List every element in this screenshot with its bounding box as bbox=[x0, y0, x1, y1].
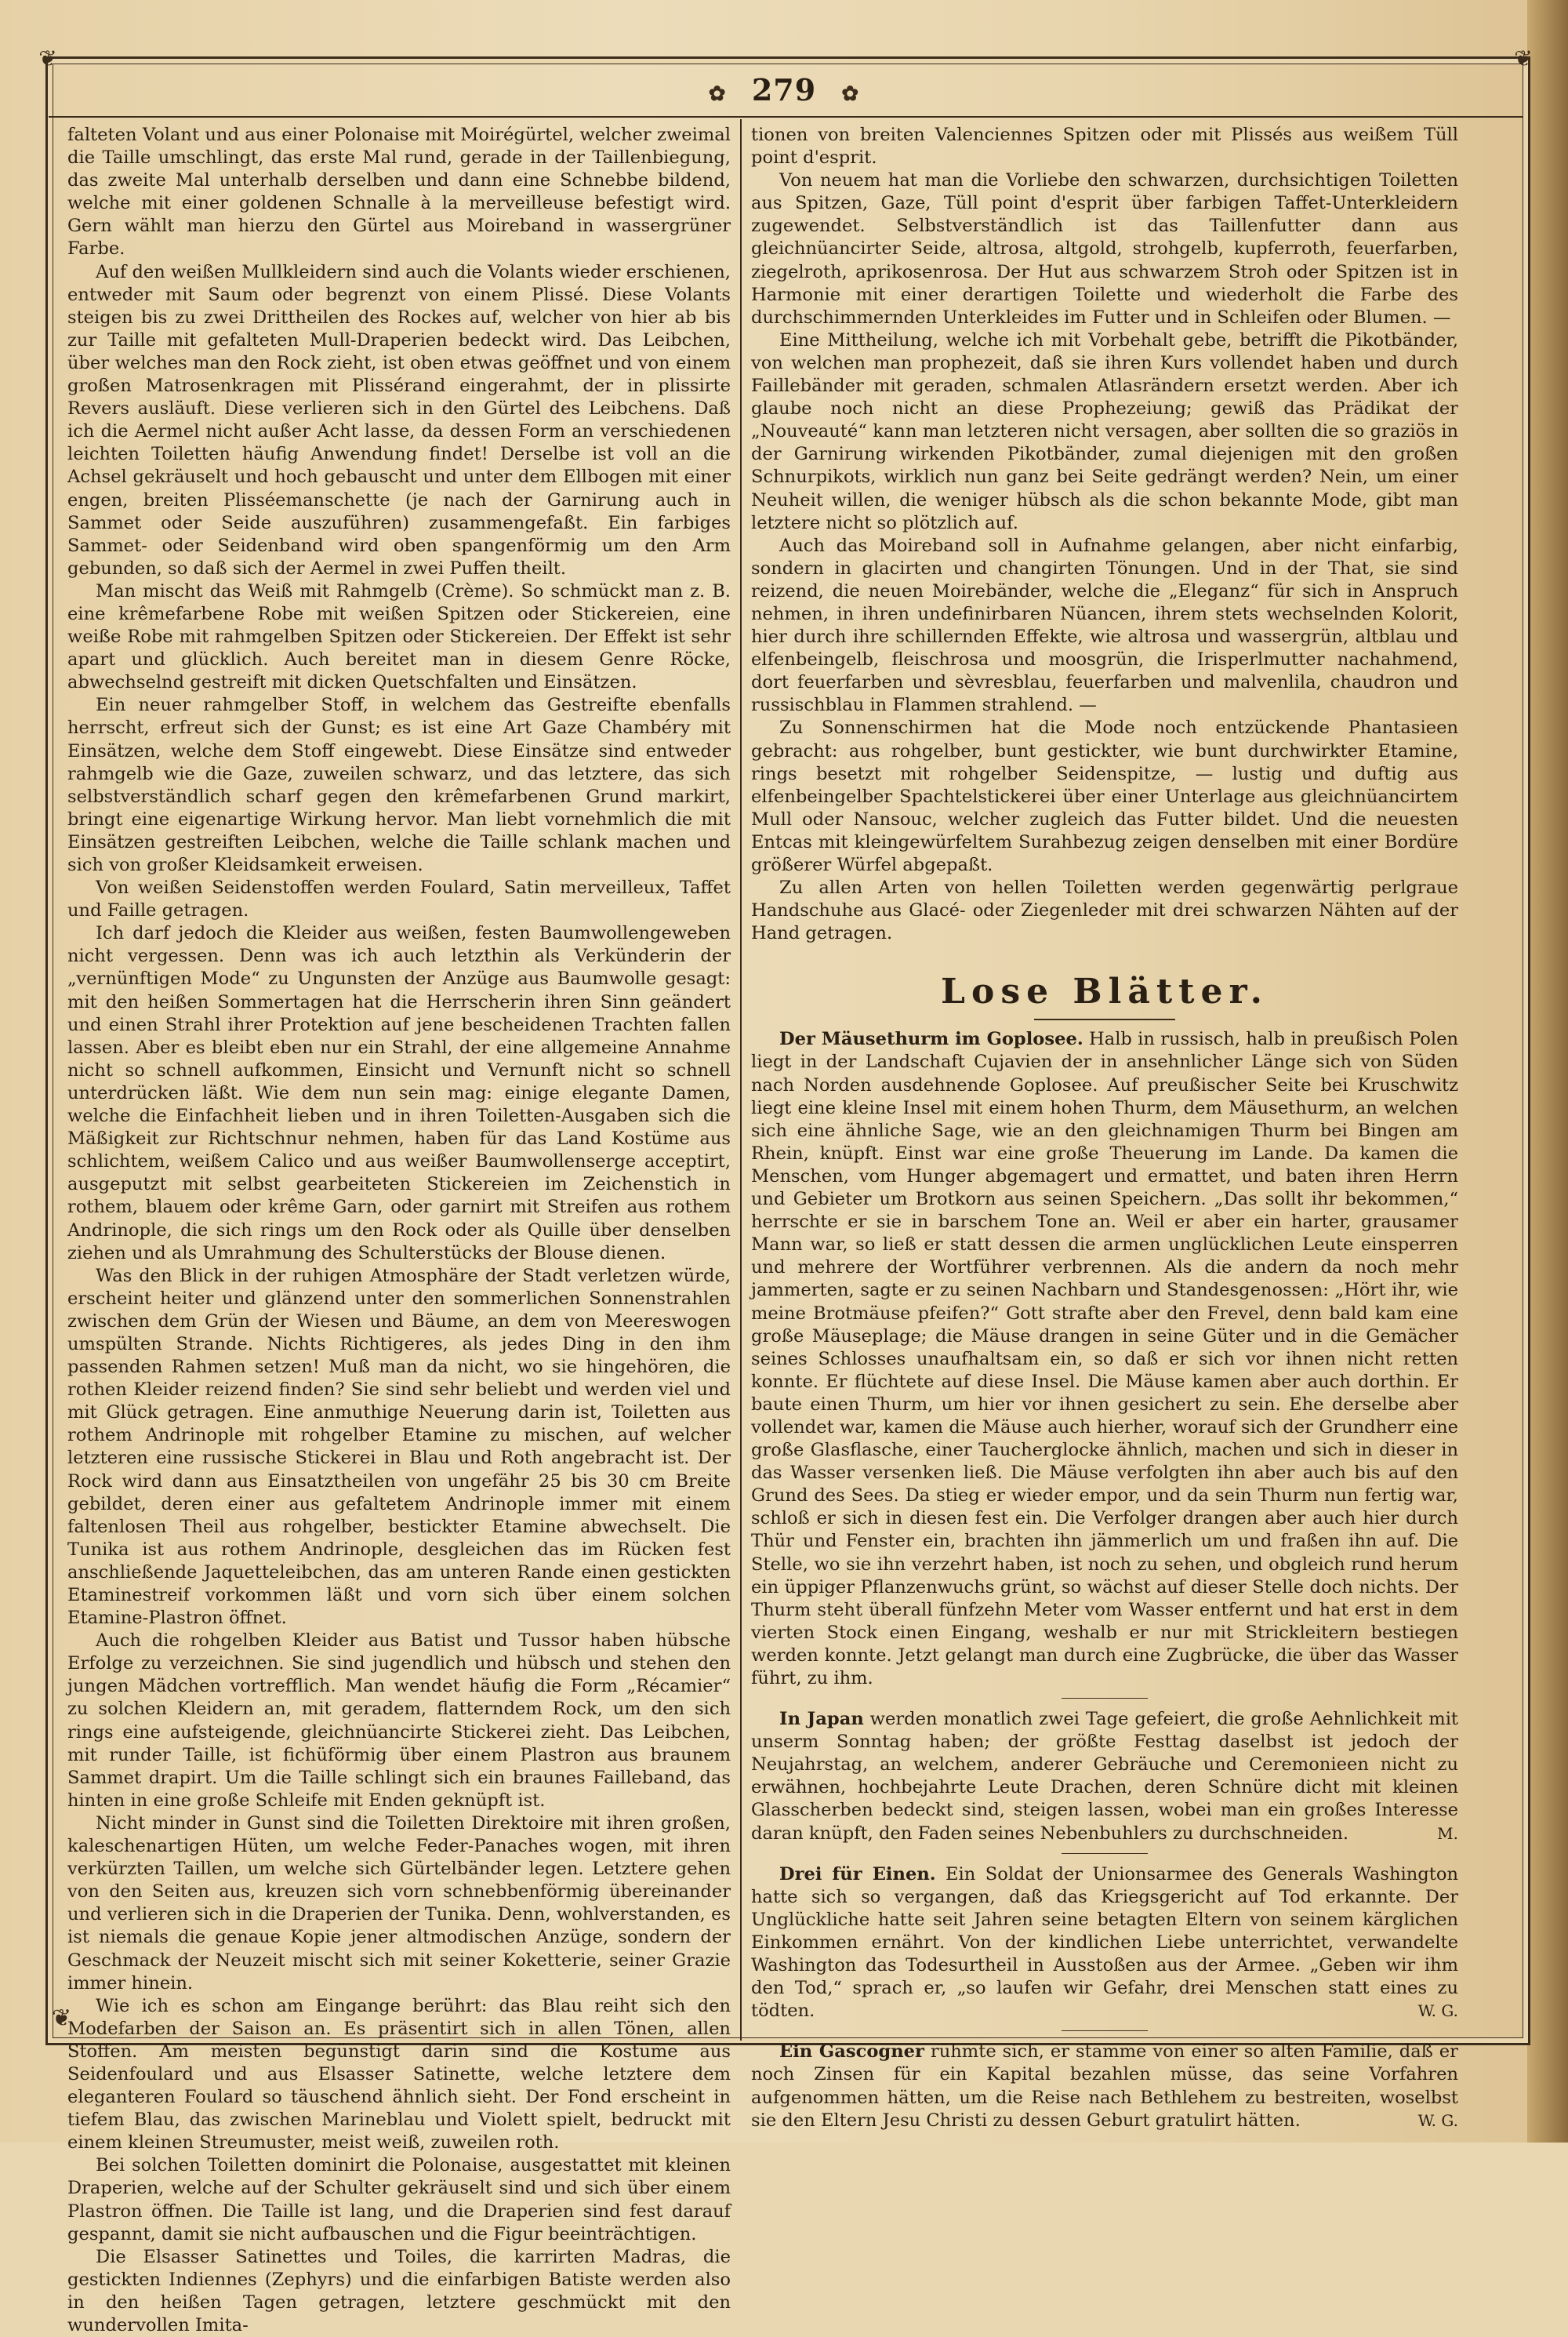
flourish-right-icon: ✿ bbox=[841, 82, 860, 106]
paragraph: Zu allen Arten von hellen Toiletten werden gegenwärtig perlgraue Handschuhe aus Glacé- oder Ziegenleder mit drei schwarzen Nähten auf der Hand getragen. bbox=[751, 878, 1458, 944]
article-signature: M. bbox=[1437, 1823, 1458, 1843]
flourish-left-icon: ✿ bbox=[708, 82, 727, 106]
corner-ornament-icon: ❦ bbox=[38, 45, 57, 71]
paragraph: Auf den weißen Mullkleidern sind auch die Volants wieder erschienen, entweder mit Saum oder begrenzt von einem Plissé. Diese Volants steigen bis zu zwei Drittheilen des Rockes auf, welcher von hier ab bis zur Taille mit gefalteten Mull-Draperien bedeckt wird. Das Leibchen, über welches man den Rock zieht, ist oben etwas geöffnet und von einem großen Matrosenkragen mit Plissérand eingerahmt, der in plissirte Revers ausläuft. Diese verlieren sich in den Gürtel des Leibchens. Daß ich die Aermel nicht außer Acht lasse, da dessen Form an verschiedenen leichten Toiletten häufig Anwendung findet! Derselbe ist voll an die Achsel gekräuselt und hoch gebauscht und unter dem Ellbogen mit einer engen, breiten Plisséemanschette (je nach der Garnirung auch in Sammet oder Seide auszuführen) zusammengefaßt. Ein farbiges Sammet- oder Seidenband wird oben spangenförmig um den Arm gebunden, so daß sich der Aermel in zwei Puffen theilt. bbox=[67, 261, 731, 579]
paragraph: Ein neuer rahmgelber Stoff, in welchem das Gestreifte ebenfalls herrscht, erfreut sich der Gunst; es ist eine Art Gaze Chambéry mit Einsätzen, welche dem Stoff eingewebt. Diese Einsätze sind entweder rahmgelb wie die Gaze, zuweilen schwarz, und das letztere, das sich selbstverständlich scharf gegen den krêmefarbenen Grund markirt, bringt eine eigenartige Wirkung hervor. Man liebt vornehmlich die mit Einsätzen gestreiften Leibchen, welche die Taille schlank machen und sich von großer Kleidsamkeit erweisen. bbox=[67, 695, 731, 875]
page-edge bbox=[1527, 0, 1568, 2143]
paragraph: Zu Sonnenschirmen hat die Mode noch entzückende Phantasieen gebracht: aus rohgelber, bunt gestickter, wie bunt durchwirkter Etamine, rings besetzt mit rohgelber Seidenspitze, — lustig und duftig aus elfenbeingelber Spachtelstickerei über einer Unterlage aus gleichnüancirtem Mull oder Nansouc, welcher zugleich das Futter bildet. Und die neuesten Entcas mit kleingewürfeltem Surahbezug zeigen denselben mit einer Bordüre größerer Würfel abgepaßt. bbox=[751, 718, 1458, 875]
article-text: Ein Soldat der Unionsarmee des Generals Washington hatte sich so vergangen, daß das Kriegsgericht auf Tod erkannte. Der Unglückliche hatte seit Jahren seine betagten Eltern von seinem kärglichen Einkommen ernährt. Von der kindlichen Liebe unterrichtet, verwandelte Washington das Todesurtheil in Ausstoßen aus der Armee. „Geben wir ihm den Tod,“ sprach er, „so laufen wir Gefahr, drei Menschen statt eines zu tödten. bbox=[751, 1863, 1459, 2022]
article bbox=[751, 1708, 1458, 1845]
paragraph: Von neuem hat man die Vorliebe den schwarzen, durchsichtigen Toiletten aus Spitzen, Gaze, Tüll point d'esprit über farbigen Taffet-Unterkleidern zugewendet. Selbstverständlich ist das Taillenfutter dann aus gleichnüancirter Seide, altrosa, altgold, strohgelb, kupferroth, feuerfarben, ziegelroth, aprikosenrosa. Der Hut aus schwarzem Stroh oder Spitzen ist in Harmonie mit einer derartigen Toilette und wiederholt die Farbe des durchschimmernden Unterkleides im Futter und in Schleifen oder Blumen. — bbox=[751, 170, 1458, 328]
section-title: Lose Blätter. bbox=[941, 972, 1269, 1012]
paragraph: Auch das Moireband soll in Aufnahme gelangen, aber nicht einfarbig, sondern in glacirten und changirten Tönungen. Und in der That, sie sind reizend, die neuen Moirebänder, welche die „Eleganz“ für sich in Anspruch nehmen, in ihren undefinirbaren Nüancen, ihrem stets wechselnden Kolorit, hier durch ihre schillernden Effekte, wie altrosa und wassergrün, altblau und elfenbeingelb, fleischrosa und moosgrün, die Irisperlmutter nachahmend, dort feuerfarben und sèvresblau, feuerfarben und malvenlila, chaudron und russischblau in Flammen strahlend. — bbox=[751, 535, 1458, 716]
article bbox=[751, 2041, 1458, 2132]
article-separator bbox=[1062, 1698, 1148, 1699]
corner-ornament-icon: ❦ bbox=[1514, 45, 1533, 71]
article bbox=[751, 1863, 1458, 2023]
paragraph: Bei solchen Toiletten dominirt die Polonaise, ausgestattet mit kleinen Draperien, welche auf der Schulter gekräuselt sind und sich über einem Plastron öffnen. Die Taille ist lang, und die Draperien sind fest darauf gespannt, damit sie nicht aufbauschen und die Figur beeinträchtigen. bbox=[67, 2155, 731, 2244]
page-number: 279 bbox=[751, 72, 817, 107]
paragraph: Die Elsasser Satinettes und Toiles, die karrirten Madras, die gestickten Indiennes (Zephyrs) und die einfarbigen Batiste werden also in den heißen Tagen getragen, letztere geschmückt mit den wundervollen Imita- bbox=[67, 2246, 731, 2335]
article-heading: Der Mäusethurm im Goplosee. bbox=[779, 1029, 1083, 1050]
article-heading: In Japan bbox=[779, 1709, 864, 1730]
page-number-header bbox=[0, 72, 1568, 107]
paragraph: tionen von breiten Valenciennes Spitzen oder mit Plissés aus weißem Tüll point d'esprit. bbox=[751, 125, 1458, 169]
paragraph: Auch die rohgelben Kleider aus Batist und Tussor haben hübsche Erfolge zu verzeichnen. Sie sind jugendlich und hübsch und stehen den jungen Mädchen vortrefflich. Man wendet häufig die Form „Récamier“ zu solchen Kleidern an, mit geradem, flatterndem Rock, um den sich rings eine aufsteigende, gleichnüancirte Stickerei zieht. Das Leibchen, mit runder Taille, ist fichüförmig über einem Plastron aus braunem Sammet drapirt. Um die Taille schlingt sich ein braunes Failleband, das hinten in eine große Schleife mit Enden geknüpft ist. bbox=[67, 1630, 731, 1811]
column-divider bbox=[740, 119, 742, 2041]
article-text: werden monatlich zwei Tage gefeiert, die große Aehnlichkeit mit unserm Sonntag haben; der größte Festtag daselbst ist jedoch der Neujahrstag, an welchem, anderer Gebräuche und Ceremonieen nicht zu erwähnen, hochbejahrte Leute Drachen, deren Schnüre dicht mit kleinen Glasscherben bedeckt sind, steigen lassen, wobei man ein großes Interesse daran knüpft, den Faden seines Nebenbuhlers zu durchschneiden. bbox=[751, 1709, 1458, 1844]
article-signature: W. G. bbox=[1417, 2001, 1458, 2021]
left-column bbox=[67, 124, 731, 2335]
article-text: Halb in russisch, halb in preußisch Polen liegt in der Landschaft Cujavien der in ansehnlicher Länge sich von Süden nach Norden ausdehnende Goplosee. Auf preußischer Seite bei Kruschwitz liegt eine kleine Insel mit einem hohen Thurm, dem Mäusethurm, an welchen sich eine ähnliche Sage, wie an den gleichnamigen Thurm bei Bingen am Rhein, knüpft. Einst war eine große Theuerung im Lande. Da kamen die Menschen, vom Hunger abgemagert und ermattet, und baten ihren Herrn und Gebieter um Brotkorn aus seinen Speichern. „Das sollt ihr bekommen,“ herrschte er sie in barschem Tone an. Weil er aber ein harter, grausamer Mann war, so ließ er statt dessen die armen unglücklichen Leute einsperren und mehrere der Wortführer verbrennen. Als die andern da noch mehr jammerten, sagte er zu seinen Nachbarn und Standesgenossen: „Hört ihr, wie meine Brotmäuse pfeifen?“ Gott strafte aber den Frevel, denn bald kam eine große Mäuseplage; die Mäuse drangen in seine Güter und in die Gemächer seines Schlosses unaufhaltsam ein, so daß er sich vor ihnen nicht retten konnte. Er flüchtete auf diese Insel. Die Mäuse kamen aber auch dorthin. Er baute einen Thurm, um hier vor ihnen gesichert zu sein. Ehe derselbe aber vollendet war, kamen die Mäuse auch hierher, worauf sich der Grundherr eine große Glasflasche, einer Taucherglocke ähnlich, machen und sich in dieser in das Wasser versenken ließ. Die Mäuse verfolgten ihn aber auch bis auf den Grund des Sees. Da stieg er wieder empor, und da sein Thurm nun fertig war, schloß er sich in diesen fest ein. Die Verfolger drangen aber auch hier durch Thür und Fenster ein, brachten ihn jämmerlich um und fraßen ihn auf. Die Stelle, wo sie ihn verzehrt haben, ist noch zu sehen, und obgleich rund herum ein üppiger Pflanzenwuchs grünt, so wächst auf dieser Stelle doch nichts. Der Thurm steht überall fünfzehn Meter vom Wasser entfernt und hat erst in dem vierten Stock einen Eingang, weshalb er nur mit Strickleitern bestiegen werden konnte. Jetzt gelangt man durch eine Zugbrücke, die über das Wasser führt, zu ihm. bbox=[751, 1029, 1458, 1688]
paragraph: Man mischt das Weiß mit Rahmgelb (Crème). So schmückt man z. B. eine krêmefarbene Robe mit weißen Spitzen oder Stickereien, eine weiße Robe mit rahmgelben Spitzen oder Stickereien. Der Effekt ist sehr apart und glücklich. Auch bereitet man in diesem Genre Röcke, abwechselnd gestreift mit dicken Quetschfalten und Einsätzen. bbox=[67, 580, 731, 693]
bottom-ornament-icon: ❦ bbox=[52, 2004, 72, 2032]
paragraph: Wie ich es schon am Eingange berührt: das Blau reiht sich den Modefarben der Saison an. Es präsentirt sich in allen Tönen, allen Stoffen. Am meisten begünstigt darin sind die Kostüme aus Seidenfoulard und aus Elsasser Satinette, welche letztere dem eleganteren Foulard so täuschend ähnlich sieht. Der Fond erscheint in tiefem Blau, das zwischen Marineblau und Violett spielt, bedruckt mit einem kleinen Streumuster, meist weiß, zuweilen roth. bbox=[67, 1995, 731, 2153]
article-text: rühmte sich, er stamme von einer so alten Familie, daß er noch Zinsen für ein Kapital bezahlen müsse, das seine Vorfahren aufgenommen hätten, um die Reise nach Bethlehem zu bestreiten, woselbst sie den Eltern Jesu Christi zu dessen Geburt gratulirt hätten. bbox=[751, 2041, 1458, 2131]
paragraph: Nicht minder in Gunst sind die Toiletten Direktoire mit ihren großen, kaleschenartigen Hüten, um welche Feder-Panaches wogen, mit ihren verkürzten Taillen, um welche sich Gürtelbänder legen. Letztere gehen von den Seiten aus, kreuzen sich vorn schnebbenförmig übereinander und verlieren sich in die Draperien der Tunika. Denn, wohlverstanden, es ist niemals die genaue Kopie jener altmodischen Anzüge, sondern der Geschmack der Neuzeit mischt sich mit seiner Koketterie, seiner Grazie immer hinein. bbox=[67, 1812, 731, 1994]
paragraph: Was den Blick in der ruhigen Atmosphäre der Stadt verletzen würde, erscheint heiter und glänzend unter den sommerlichen Sonnenstrahlen zwischen dem Grün der Wiesen und Bäume, an dem von Meereswogen umspülten Strande. Nichts Richtigeres, als jedes Ding in den ihm passenden Rahmen setzen! Muß man da nicht, wo sie hingehören, die rothen Kleider reizend finden? Sie sind sehr beliebt und werden viel und mit Glück getragen. Eine anmuthige Neuerung darin ist, Toiletten aus rothem Andrinople mit rohgelber Etamine zu mischen, auf welcher letzteren eine russische Stickerei in Blau und Roth angebracht ist. Der Rock wird dann aus Einsatztheilen von ungefähr 25 bis 30 cm Breite gebildet, deren einer aus gefaltetem Andrinople immer mit einem faltenlosen Theil aus rohgelber, bestickter Etamine abwechselt. Die Tunika ist aus rothem Andrinople, desgleichen das im Rücken fest anschließende Jaquetteleibchen, das am unteren Rande einen gestickten Etaminestreif vorkommen läßt und vorn sich über einem solchen Etamine-Plastron öffnet. bbox=[67, 1265, 731, 1629]
article-separator bbox=[1062, 2030, 1148, 2031]
paragraph: Eine Mittheilung, welche ich mit Vorbehalt gebe, betrifft die Pikotbänder, von welchen man prophezeit, daß sie ihren Kurs vollendet haben und durch Faillebänder mit geraden, schmalen Atlasrändern ersetzt werden. Aber ich glaube noch nicht an diese Prophezeiung; gewiß das Prädikat der „Nouveauté“ kann man letzteren nicht versagen, aber sollten die so graziös in der Garnirung wirkenden Pikotbänder, zumal diejenigen mit den großen Schnurpikots, wirklich nun ganz bei Seite gedrängt werden? Nein, um einer Neuheit willen, die weniger hübsch als die schon bekannte Mode, gibt man letztere nicht so plötzlich auf. bbox=[751, 329, 1458, 533]
right-column bbox=[751, 124, 1459, 2131]
paragraph: Von weißen Seidenstoffen werden Foulard, Satin merveilleux, Taffet und Faille getragen. bbox=[67, 878, 731, 921]
article-separator bbox=[1062, 1853, 1148, 1854]
article-heading: Drei für Einen. bbox=[779, 1863, 936, 1885]
paragraph: falteten Volant und aus einer Polonaise mit Moirégürtel, welcher zweimal die Taille umschlingt, das erste Mal rund, gerade in der Taillenbiegung, das zweite Mal unterhalb derselben und dann eine Schnebbe bildend, welche mit einer goldenen Schnalle à la merveilleuse befestigt wird. Gern wählt man hierzu den Gürtel aus Moireband in wassergrüner Farbe. bbox=[67, 125, 731, 260]
article-signature: W. G. bbox=[1417, 2110, 1458, 2130]
article-heading: Ein Gascogner bbox=[779, 2041, 924, 2063]
article bbox=[751, 1028, 1458, 1690]
header-rule bbox=[49, 116, 1523, 118]
paragraph: Ich darf jedoch die Kleider aus weißen, festen Baumwollengeweben nicht vergessen. Denn was ich auch letzthin als Verkünderin der „vernünftigen Mode“ zu Ungunsten der Anzüge aus Baumwolle gesagt: mit den heißen Sommertagen hat die Herrscherin ihren Sinn geändert und einen Strahl ihrer Protektion auf jene bescheidenen Trachten fallen lassen. Aber es bleibt eben nur ein Strahl, der eine allgemeine Annahme nicht so schnell aufkommen, Einsicht und Vernunft nicht so schnell unterdrücken läßt. Wie dem nun sein mag: einige elegante Damen, welche die Einfachheit lieben und in ihren Toiletten-Ausgaben sich die Mäßigkeit zur Richtschnur nehmen, haben für das Land Kostüme aus schlichtem, weißem Calico und aus weißer Baumwollenserge acceptirt, ausgeputzt mit selbst gearbeiteten Stickereien im Zeichenstich in rothem, blauem oder krême Garn, oder garnirt mit Streifen aus rothem Andrinople, die sich rings um den Rock oder als Quille über denselben ziehen und als Umrahmung des Schulterstücks der Blouse dienen. bbox=[67, 923, 731, 1263]
title-rule bbox=[1034, 1019, 1175, 1020]
